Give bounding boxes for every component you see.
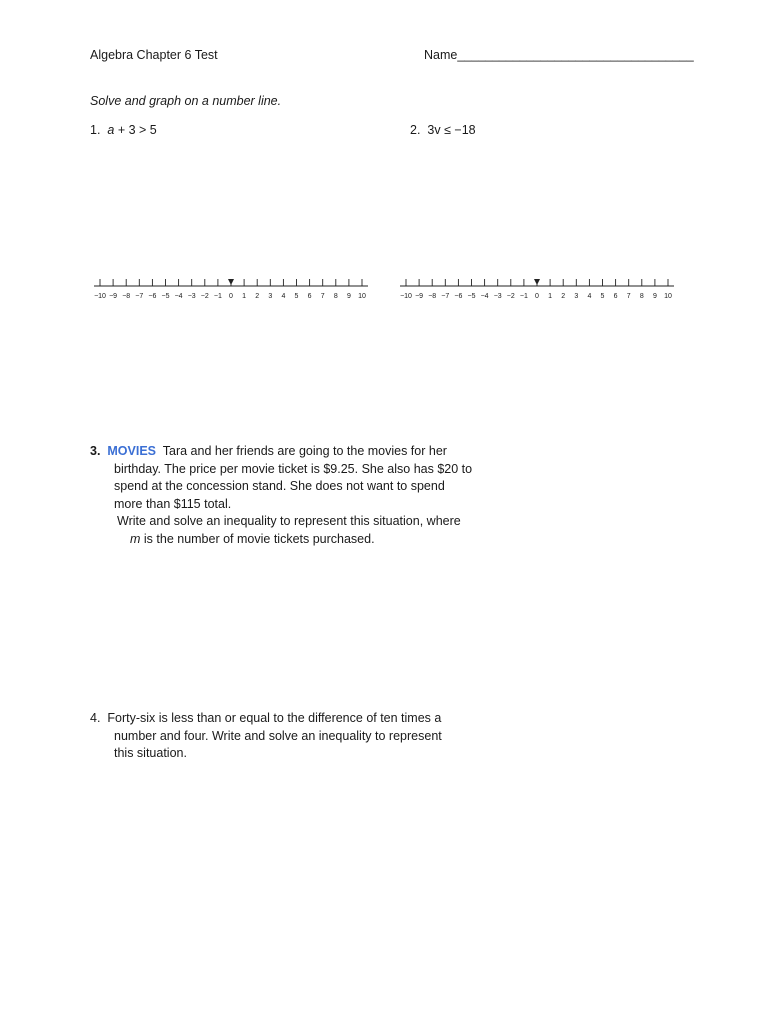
number-line-tick-label: 3: [268, 293, 273, 300]
number-line-tick-label: −9: [415, 293, 424, 300]
number-line-tick-label: 4: [587, 293, 592, 300]
number-line-tick-label: 9: [652, 293, 657, 300]
number-line-tick-label: −7: [441, 293, 450, 300]
number-line-tick-label: −1: [213, 293, 222, 300]
number-line-tick-label: 7: [320, 293, 325, 300]
number-line-tick-label: 2: [255, 293, 260, 300]
zero-marker-icon: [228, 279, 234, 285]
number-line-tick-label: 2: [561, 293, 566, 300]
problem-3-prompt-line-2: is the number of movie tickets purchased.: [140, 531, 375, 546]
problem-2: [410, 123, 476, 137]
problem-3-tag: MOVIES: [107, 444, 157, 458]
number-line-tick-label: 1: [548, 293, 553, 300]
number-line-tick-label: 8: [333, 293, 338, 300]
number-line-tick-label: −4: [174, 293, 183, 300]
number-line-tick-label: 3: [574, 293, 579, 300]
number-line-tick-label: −1: [519, 293, 528, 300]
problem-4-line-2: number and four. Write and solve an inequality to represent: [114, 728, 442, 743]
problem-1: [90, 123, 157, 137]
problem-3-line-1: Tara and her friends are going to the movies for her: [162, 444, 447, 458]
number-line-tick-label: −2: [506, 293, 515, 300]
test-title: Algebra Chapter 6 Test: [90, 48, 218, 62]
problem-1-number: 1.: [90, 123, 101, 137]
number-line-tick-label: 10: [358, 293, 366, 300]
number-line-tick-label: 0: [535, 293, 539, 300]
number-line-tick-label: −7: [135, 293, 144, 300]
problem-3-line-2: birthday. The price per movie ticket is $9.25. She also has $20 to: [114, 461, 473, 476]
problem-1-variable: a: [107, 123, 115, 137]
number-line-tick-label: 6: [613, 293, 618, 300]
zero-marker-icon: [534, 279, 540, 285]
number-line-tick-label: 4: [281, 293, 286, 300]
number-line-tick-label: −10: [94, 293, 106, 300]
number-line-tick-label: 5: [600, 293, 605, 300]
number-line-tick-label: −5: [467, 293, 476, 300]
number-line-tick-label: 8: [639, 293, 644, 300]
number-line-tick-label: −6: [454, 293, 463, 300]
name-field-label: Name__________________________________: [424, 48, 694, 62]
problem-1-expression: + 3 > 5: [114, 123, 157, 137]
problem-3-prompt-line-1: Write and solve an inequality to represent this situation, where: [117, 514, 461, 528]
number-line-tick-label: −6: [148, 293, 157, 300]
number-line-tick-label: −2: [200, 293, 209, 300]
number-line-tick-label: 7: [626, 293, 631, 300]
problem-4-line-3: this situation.: [114, 746, 187, 760]
problem-3-line-4: more than $115 total.: [114, 496, 232, 511]
number-line-tick-label: −10: [400, 293, 412, 300]
number-line-tick-label: −3: [493, 293, 502, 300]
number-line-tick-label: 9: [346, 293, 351, 300]
number-line-tick-label: −4: [480, 293, 489, 300]
problem-4-line-1: Forty-six is less than or equal to the difference of ten times a: [107, 711, 442, 725]
number-line-tick-label: 1: [242, 293, 247, 300]
number-line-tick-label: −3: [187, 293, 196, 300]
problem-4: [90, 710, 490, 763]
problem-3-prompt-variable: m: [130, 531, 141, 546]
instructions: Solve and graph on a number line.: [90, 94, 282, 108]
number-line-tick-label: 10: [664, 293, 672, 300]
number-line-tick-label: 6: [307, 293, 312, 300]
number-line-tick-label: 5: [294, 293, 299, 300]
problem-3: [90, 443, 490, 548]
problem-2-number: 2.: [410, 123, 421, 137]
number-line-tick-label: −8: [122, 293, 131, 300]
number-line-tick-label: −8: [428, 293, 437, 300]
problem-3-line-3: spend at the concession stand. She does not want to spend: [114, 479, 445, 493]
problem-2-expression: 3v ≤ −18: [427, 123, 476, 137]
number-line-tick-label: −5: [161, 293, 170, 300]
number-line-1: [90, 276, 370, 306]
problem-3-number: 3.: [90, 444, 101, 458]
number-line-2: [396, 276, 676, 306]
number-line-tick-label: 0: [229, 293, 233, 300]
number-line-tick-label: −9: [109, 293, 118, 300]
problem-4-number: 4.: [90, 711, 101, 725]
